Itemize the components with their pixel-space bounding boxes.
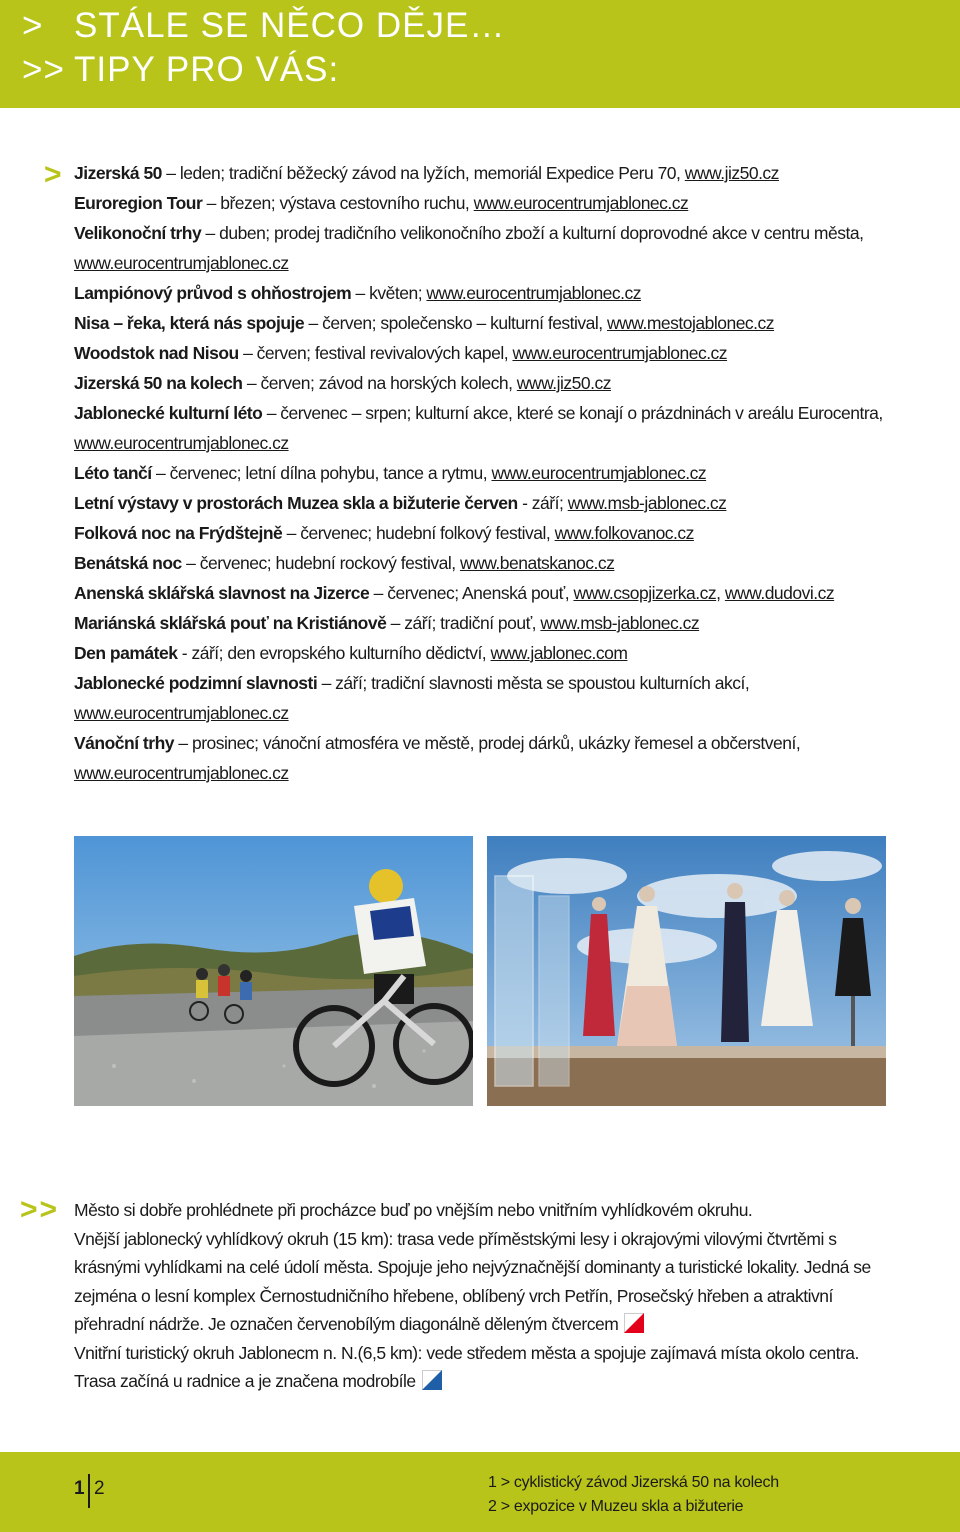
page-number-right: 2 xyxy=(94,1478,105,1499)
event-desc: – červenec; letní dílna pohybu, tance a rytmu, xyxy=(151,463,492,483)
event-item xyxy=(74,398,904,458)
event-item xyxy=(74,158,904,188)
header-line-2 xyxy=(22,50,339,90)
event-link[interactable]: www.eurocentrumjablonec.cz xyxy=(491,463,707,483)
event-desc: – duben; prodej tradičního velikonočního zboží a kulturní doprovodné akce v centru města, xyxy=(201,223,864,243)
info-intro: Město si dobře prohlédnete při procházce buď po vnějším nebo vnitřním vyhlídkovém okruhu. xyxy=(74,1200,753,1220)
event-desc: – červenec; Anenská pouť, xyxy=(369,583,574,603)
event-name: Lampiónový průvod s ohňostrojem xyxy=(74,283,352,303)
route-info xyxy=(74,1196,904,1396)
event-name: Woodstok nad Nisou xyxy=(74,343,239,363)
info-outer-route-text: Vnější jablonecký vyhlídkový okruh (15 km): trasa vede příměstskými lesy i okrajovými vilovými čtvrtěmi s krásnými vyhlídkami na celé údolí města. Spojuje jeho nejvýznačnější dominanty a turistické lokality. Jedná se zejména o lesní komplex Černostudničního hřebene, oblíbený vrch Petřín, Prosečský hřeben a atraktivní přehradní nádrže. Je označen červenobílým diagonálně děleným čtvercem xyxy=(74,1228,871,1334)
event-desc: – červen; festival revivalových kapel, xyxy=(238,343,513,363)
event-name: Jizerská 50 na kolech xyxy=(74,373,243,393)
event-name: Jablonecké kulturní léto xyxy=(74,403,263,423)
event-link[interactable]: www.folkovanoc.cz xyxy=(554,523,694,543)
info-inner-route xyxy=(74,1339,904,1396)
event-item xyxy=(74,458,904,488)
event-name: Velikonoční trhy xyxy=(74,223,202,243)
event-desc: – prosinec; vánoční atmosféra ve městě, prodej dárků, ukázky řemesel a občerstvení, xyxy=(174,733,801,753)
event-link[interactable]: www.jiz50.cz xyxy=(516,373,611,393)
event-desc: – červenec; hudební rockový festival, xyxy=(181,553,460,573)
event-name: Jizerská 50 xyxy=(74,163,162,183)
event-desc: – leden; tradiční běžecký závod na lyžích, memoriál Expedice Peru 70, xyxy=(161,163,685,183)
event-name: Nisa – řeka, která nás spojuje xyxy=(74,313,305,333)
event-desc: - září; xyxy=(517,493,568,513)
event-link[interactable]: www.eurocentrumjablonec.cz xyxy=(74,253,289,273)
event-item xyxy=(74,308,904,338)
event-item xyxy=(74,578,904,608)
event-link[interactable]: www.eurocentrumjablonec.cz xyxy=(512,343,728,363)
header-arrow-1: > xyxy=(22,6,44,45)
event-item xyxy=(74,218,904,278)
info-inner-route-text: Vnitřní turistický okruh Jablonecm n. N.(6,5 km): vede středem města a spojuje zajímavá místa okolo centra. Trasa začíná u radnice a je značena modrobíle xyxy=(74,1342,859,1391)
event-item xyxy=(74,488,904,518)
museum-photo xyxy=(487,836,886,1106)
event-link[interactable]: www.csopjizerka.cz xyxy=(573,583,717,603)
event-link-separator: , xyxy=(716,583,725,603)
header-title-1: STÁLE SE NĚCO DĚJE… xyxy=(74,6,506,45)
header-arrow-2: >> xyxy=(22,50,65,89)
event-item xyxy=(74,548,904,578)
page-number-left: 1 xyxy=(74,1478,85,1499)
event-name: Mariánská sklářská pouť na Kristiánově xyxy=(74,613,387,633)
event-desc: – září; tradiční pouť, xyxy=(386,613,541,633)
red-white-marker-icon xyxy=(624,1313,644,1333)
event-item xyxy=(74,518,904,548)
event-item xyxy=(74,638,904,668)
header-line-1 xyxy=(22,6,505,46)
event-link[interactable]: www.eurocentrumjablonec.cz xyxy=(74,703,289,723)
event-link[interactable]: www.msb-jablonec.cz xyxy=(567,493,727,513)
event-link[interactable]: www.eurocentrumjablonec.cz xyxy=(74,763,289,783)
page-number-divider xyxy=(88,1474,90,1508)
cyclists-photo xyxy=(74,836,473,1106)
event-name: Benátská noc xyxy=(74,553,182,573)
event-link[interactable]: www.jablonec.com xyxy=(490,643,628,663)
event-link[interactable]: www.eurocentrumjablonec.cz xyxy=(473,193,689,213)
event-item xyxy=(74,278,904,308)
event-desc: – červen; společensko – kulturní festival, xyxy=(304,313,608,333)
event-link[interactable]: www.jiz50.cz xyxy=(684,163,779,183)
event-link[interactable]: www.eurocentrumjablonec.cz xyxy=(74,433,289,453)
event-item xyxy=(74,338,904,368)
event-desc: - září; den evropského kulturního dědictví, xyxy=(177,643,491,663)
blue-white-marker-icon xyxy=(422,1370,442,1390)
event-item xyxy=(74,668,904,728)
event-name: Jablonecké podzimní slavnosti xyxy=(74,673,318,693)
photo-caption-1: 1 > cyklistický závod Jizerská 50 na kolech xyxy=(488,1474,779,1491)
event-name: Euroregion Tour xyxy=(74,193,203,213)
event-link[interactable]: www.benatskanoc.cz xyxy=(459,553,615,573)
event-desc: – červenec – srpen; kulturní akce, které se konají o prázdninách v areálu Eurocentra, xyxy=(262,403,883,423)
page-footer xyxy=(0,1452,960,1532)
event-name: Letní výstavy v prostorách Muzea skla a bižuterie červen xyxy=(74,493,518,513)
event-item xyxy=(74,368,904,398)
event-item xyxy=(74,188,904,218)
event-item xyxy=(74,728,904,788)
events-bullet: > xyxy=(44,158,62,191)
event-desc: – březen; výstava cestovního ruchu, xyxy=(202,193,474,213)
event-name: Vánoční trhy xyxy=(74,733,174,753)
event-name: Den památek xyxy=(74,643,178,663)
event-desc: – červenec; hudební folkový festival, xyxy=(282,523,555,543)
header-title-2: TIPY PRO VÁS: xyxy=(74,50,340,89)
event-link[interactable]: www.dudovi.cz xyxy=(724,583,835,603)
event-name: Anenská sklářská slavnost na Jizerce xyxy=(74,583,370,603)
photo-caption-2: 2 > expozice v Muzeu skla a bižuterie xyxy=(488,1498,744,1515)
event-link[interactable]: www.eurocentrumjablonec.cz xyxy=(426,283,642,303)
event-desc: – červen; závod na horských kolech, xyxy=(242,373,517,393)
info-bullet: >> xyxy=(20,1193,60,1226)
event-list xyxy=(74,158,904,788)
event-link[interactable]: www.msb-jablonec.cz xyxy=(540,613,700,633)
info-outer-route xyxy=(74,1225,904,1339)
event-desc: – září; tradiční slavnosti města se spoustou kulturních akcí, xyxy=(317,673,750,693)
event-name: Folková noc na Frýdštejně xyxy=(74,523,283,543)
page-header xyxy=(0,0,960,108)
event-link[interactable]: www.mestojablonec.cz xyxy=(607,313,775,333)
event-name: Léto tančí xyxy=(74,463,152,483)
event-desc: – květen; xyxy=(351,283,427,303)
event-item xyxy=(74,608,904,638)
